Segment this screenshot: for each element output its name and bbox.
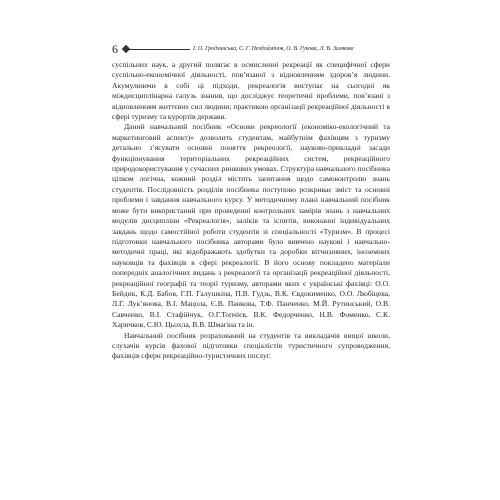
paragraph-1: суспільних наук, а другий полягає в осмисленні рекреації як специфічної сфери суспільно-економічної діяльності, пов’язаної з відновленням здоров’я людини. Акумулюючи в собі ці підходи, рекреалогія виступає на сьогодні як міждисциплінарна галузь знання, що досліджує теоретичні проблеми, пов’язані з відновленням життєвих сил людини; практикою організації рекреаційної діяльності в сфері туризму та курортів держави. [112,60,390,122]
paragraph-3: Навчальний посібник розрахований на студентів та викладачів вищої школи, слухачів курсів фахової підготовки спеціалістів туристичного супроводження, фахівців сфери рекреаційно-туристичних послуг. [112,330,390,361]
page-number: 6 [112,42,118,56]
book-page [112,42,390,361]
paragraph-2: Даний навчальний посібник «Основи рекреології (економіко-екологічний та маркетинговий аспект)» дозволить студентам, майбутнім фахівцям з туризму детально з’ясувати основні поняття рекреології, науково-прикладні засади функціонування територіальних рекреаційних систем, рекреаційного природокористування у сучасних ринкових умовах. Структура навчального посібника цілком логічна, кожний розділ містить запитання щодо самоконтролю знань студентів. Послідовність розділів посібника поступово розкриває зміст та основні проблеми і завдання навчального курсу. У методичному плані навчальний посібник може бути використаний при проведенні контрольних замірів знань з навчальних модулів дисципліни «Рекреалогія», заліків та іспитів, виконанні індивідуальних завдань щодо самостійної роботи студентів зі спеціальності «Туризм». В процесі підготовки навчального посібника авторами було вивчено наукові і навчально-методичні праці, які відображають здобутки та доробки вітчизняних, іноземних науковців та фахівців в сфері рекреалогії. В його основу покладено матеріали попередніх аналогічних видань з рекреалогії та організації рекреаційної діяльності, рекреаційної географії та теорії туризму, авторами яких є українські фахівці: О.О. Бейдик, К.Д. Бабов, Г.П. Галушкіна, П.В. Гудзь, В.К. Євдокименко, О.О. Любіцева, Л.Г. Лук’янова, В.І. Мацола, Є.В. Панкова, Т.Ф. Панченко, М.Й. Рутинський, О.В. Савченко, В.І. Стафійчук, О.Г.Топчієв, В.К. Федорченко, Н.В. Фоменко, С.К. Харичков, С.Ю. Цьохла, В.В. Шмагіна та ін. [112,122,390,330]
running-header [112,42,390,56]
header-authors: І. О. Гродзинська, С. Г. Нездоймінов, О. В. Гукова, Л. В. Зимкова [193,46,354,52]
header-diamond-rule [126,49,190,50]
body-text [112,60,390,362]
